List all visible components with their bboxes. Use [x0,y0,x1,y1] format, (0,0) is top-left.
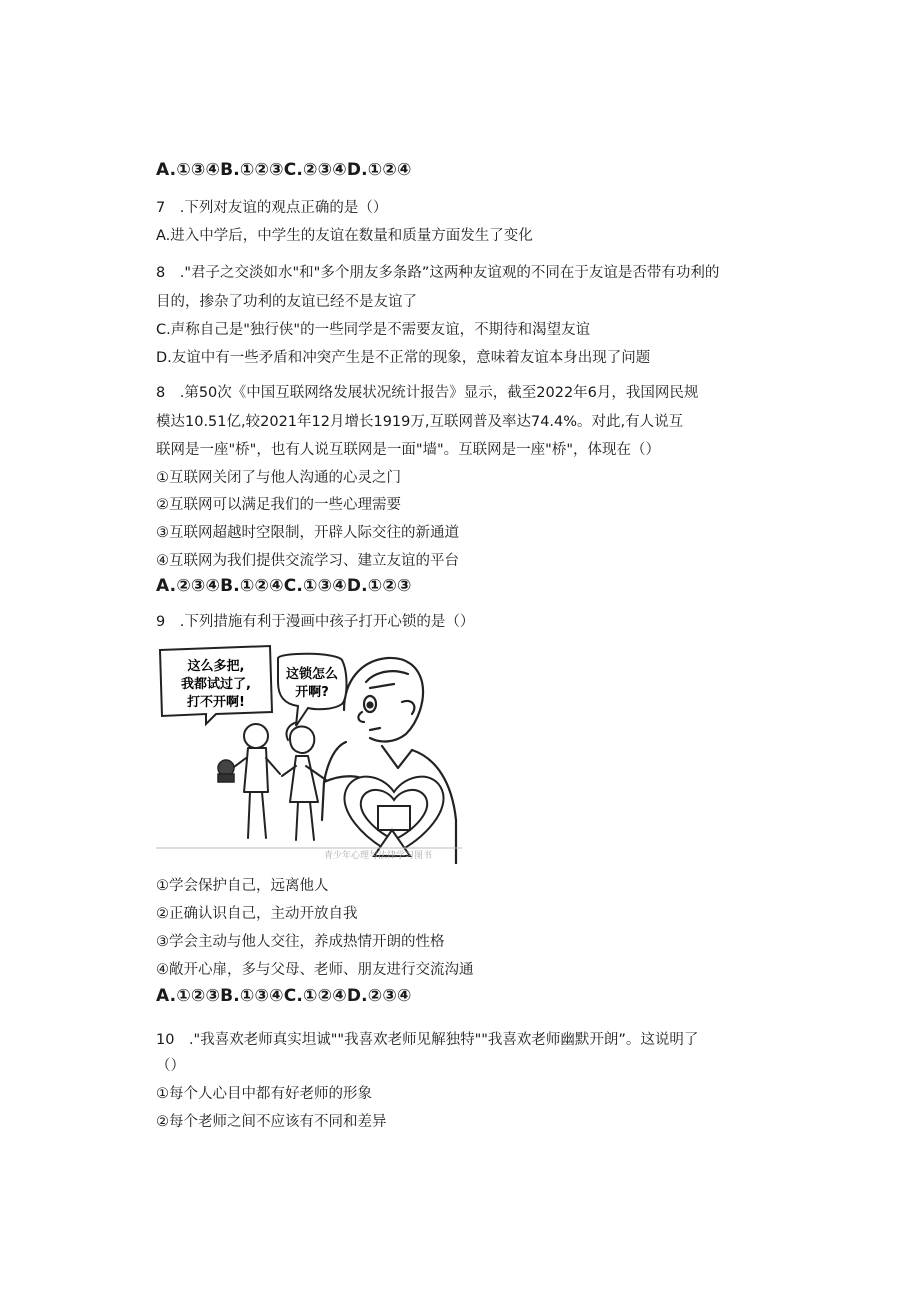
bubble-right-line2: 开啊? [295,685,329,700]
q7-option-c: C.声称自己是"独行侠"的一些同学是不需要友谊，不期待和渴望友谊 [156,322,591,338]
bubble-left-line2: 我都试过了, [181,677,251,692]
bubble-left-line1: 这么多把, [187,659,245,674]
q8-item-2: ②互联网可以满足我们的一些心理需要 [156,497,401,513]
q8-stem-line1: 8 .第50次《中国互联网络发展状况统计报告》显示，截至2022年6月，我国网民规 [156,385,699,401]
q8-item-1: ①互联网关闭了与他人沟通的心灵之门 [156,470,401,486]
q9-stem: 9 .下列措施有利于漫画中孩子打开心锁的是（） [156,614,475,630]
q10-stem-line1: 10 ."我喜欢老师真实坦诚""我喜欢老师见解独特""我喜欢老师幽默开朗”。这说明了 [156,1032,699,1048]
bubble-left-line3: 打不开啊! [187,695,245,710]
q9-item-3: ③学会主动与他人交往，养成热情开朗的性格 [156,934,445,950]
q7-option-d: D.友谊中有一些矛盾和冲突产生是不正常的现象，意味着友谊本身出现了问题 [156,350,651,366]
q8-stem-line2: 模达10.51亿,较2021年12月增长1919万,互联网普及率达74.4%。对此,有人说互 [156,414,684,430]
q9-item-4: ④敞开心扉，多与父母、老师、朋友进行交流沟通 [156,962,474,978]
q9-options: A.①②③B.①③④C.①②④D.②③④ [156,986,412,1006]
q10-item-2: ②每个老师之间不应该有不同和差异 [156,1114,387,1130]
comic-image [156,642,462,864]
comic-watermark: 青少年心理与法律学习图书 [323,851,433,861]
q7-stem: 7 .下列对友谊的观点正确的是（） [156,200,388,216]
bubble-right-line1: 这锁怎么 [285,667,339,682]
q9-item-1: ①学会保护自己，远离他人 [156,878,329,894]
q8-item-3: ③互联网超越时空限制，开辟人际交往的新通道 [156,525,459,541]
q7-option-b-line1: 8 ."君子之交淡如水"和"多个朋友多条路”这两种友谊观的不同在于友谊是否带有功利的 [156,265,720,281]
q8-stem-line3: 联网是一座"桥"，也有人说互联网是一面"墙"。互联网是一座"桥"，体现在（） [156,442,661,458]
q10-item-1: ①每个人心目中都有好老师的形象 [156,1086,372,1102]
q8-options: A.②③④B.①②④C.①③④D.①②③ [156,576,412,596]
q7-option-a: A.进入中学后，中学生的友谊在数量和质量方面发生了变化 [156,228,533,244]
q10-stem-line2: （） [156,1058,185,1074]
q8-item-4: ④互联网为我们提供交流学习、建立友谊的平台 [156,553,459,569]
q6-options: A.①③④B.①②③C.②③④D.①②④ [156,160,412,180]
q9-item-2: ②正确认识自己，主动开放自我 [156,906,358,922]
q7-option-b-line2: 目的，掺杂了功利的友谊已经不是友谊了 [156,294,417,310]
